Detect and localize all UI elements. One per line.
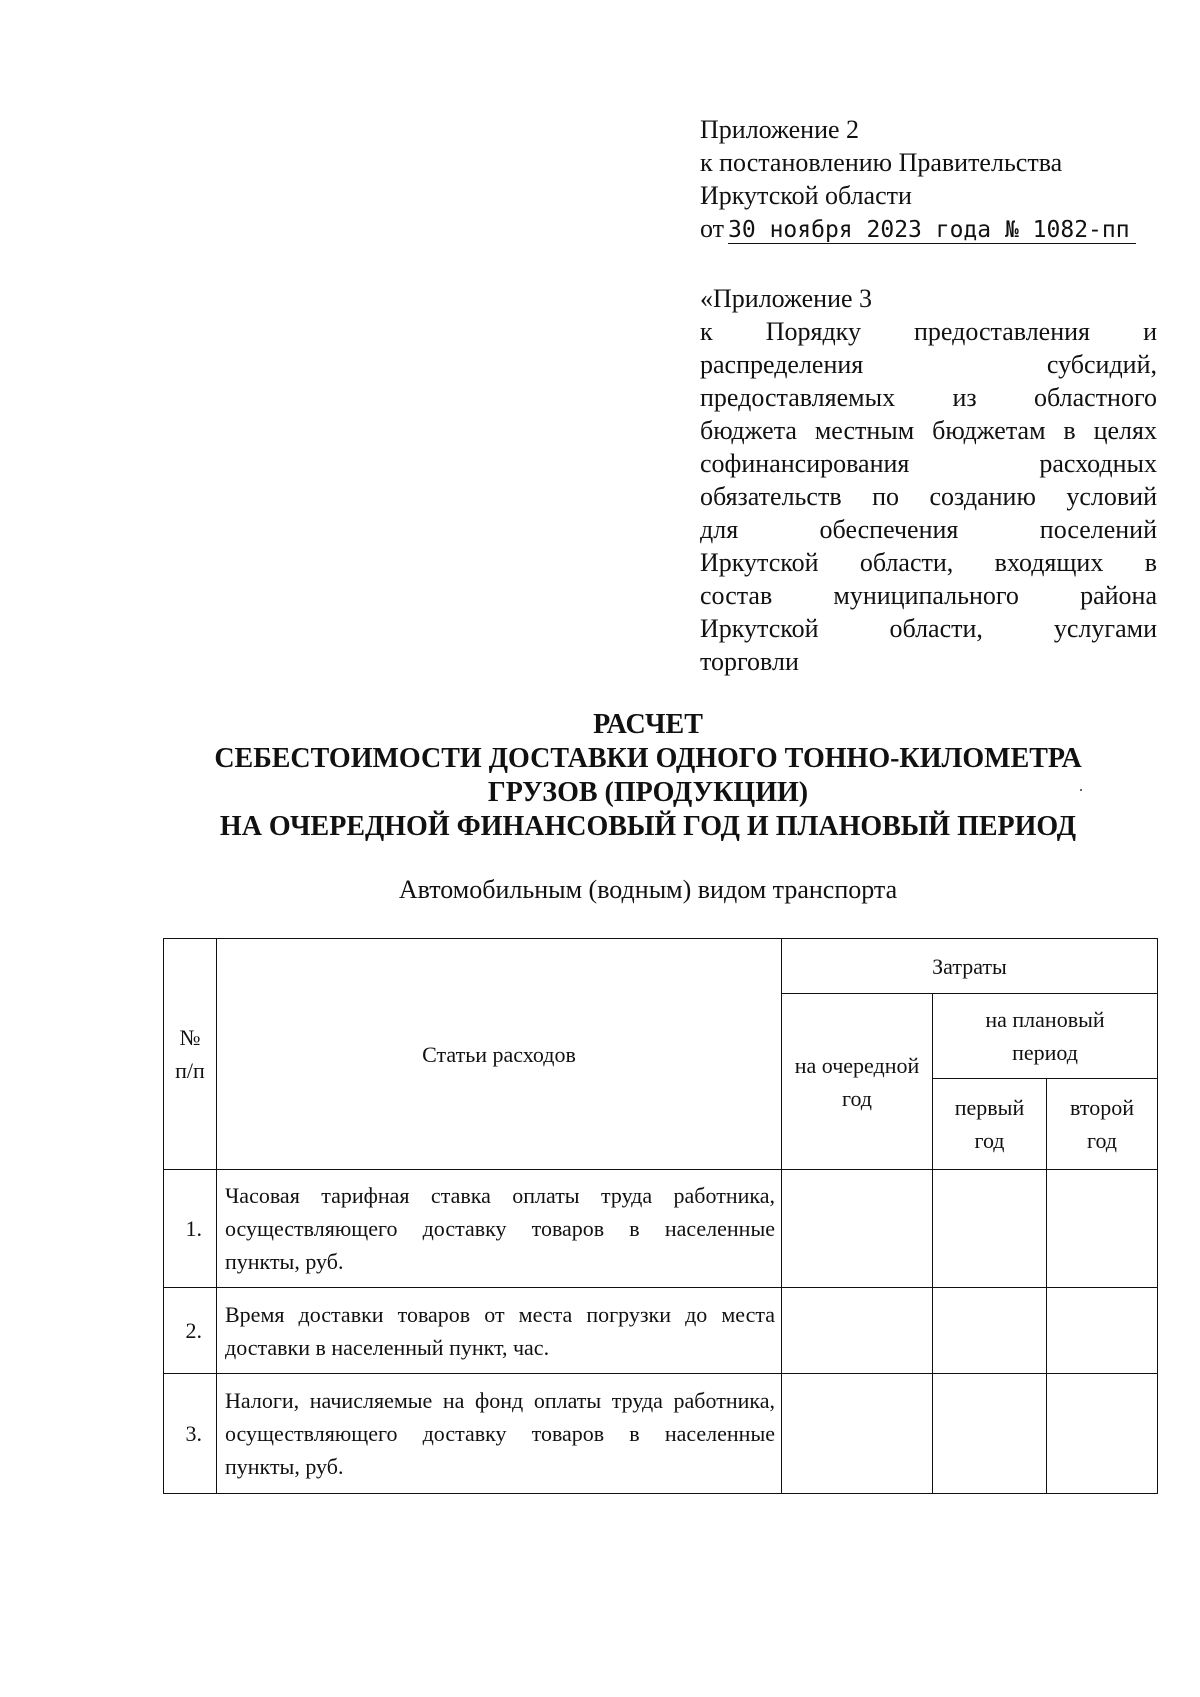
first-year-cell (933, 1288, 1047, 1374)
table-row (164, 1170, 1158, 1288)
appendix-date-line (700, 212, 1160, 245)
title-line: РАСЧЕТ (593, 709, 703, 740)
document-title (150, 708, 1146, 844)
appendix3-header (700, 282, 1157, 678)
table-row (164, 1288, 1158, 1374)
header-second-year: второй год (1047, 1079, 1158, 1170)
next-year-cell (782, 1374, 933, 1494)
title-line: ГРУЗОВ (ПРОДУКЦИИ) (487, 777, 809, 808)
appendix-title: Приложение 2 (700, 115, 860, 144)
document-subtitle: Автомобильным (водным) видом транспорта (398, 875, 898, 904)
expense-item: Налоги, начисляемые на фонд оплаты труда работника, осуществляющего доставку товаров в населенные пункты, руб. (217, 1374, 782, 1494)
appendix3-line: распределения субсидий, (700, 350, 1157, 379)
appendix-line: Иркутской области (700, 181, 912, 210)
appendix3-line: состав муниципального района (700, 581, 1157, 610)
first-year-cell (933, 1170, 1047, 1288)
appendix3-line: торговли (700, 647, 799, 676)
table-row (164, 1374, 1158, 1494)
resolution-date-number: 30 ноября 2023 года № 1082-пп (728, 217, 1136, 244)
expense-item: Время доставки товаров от места погрузки до места доставки в населенный пункт, час. (217, 1288, 782, 1374)
appendix-header (700, 113, 1160, 245)
header-plan-period: на плановый период (933, 994, 1158, 1079)
scan-speck (1080, 789, 1082, 791)
row-number: 1. (164, 1170, 217, 1288)
appendix3-line: для обеспечения поселений (700, 515, 1157, 544)
title-line: СЕБЕСТОИМОСТИ ДОСТАВКИ ОДНОГО ТОННО-КИЛОМЕТРА (214, 743, 1082, 774)
row-number: 2. (164, 1288, 217, 1374)
appendix3-line: предоставляемых из областного (700, 383, 1157, 412)
second-year-cell (1047, 1170, 1158, 1288)
appendix3-line: Иркутской области, входящих в (700, 548, 1157, 577)
appendix3-line: Иркутской области, услугами (700, 614, 1157, 643)
appendix3-line: софинансирования расходных (700, 449, 1157, 478)
header-first-year: первый год (933, 1079, 1047, 1170)
header-expense-items: Статьи расходов (217, 939, 782, 1170)
row-number: 3. (164, 1374, 217, 1494)
expense-item: Часовая тарифная ставка оплаты труда работника, осуществляющего доставку товаров в населенные пункты, руб. (217, 1170, 782, 1288)
appendix3-line: «Приложение 3 (700, 284, 873, 313)
next-year-cell (782, 1288, 933, 1374)
title-line: НА ОЧЕРЕДНОЙ ФИНАНСОВЫЙ ГОД И ПЛАНОВЫЙ ПЕРИОД (219, 811, 1077, 842)
appendix3-line: бюджета местным бюджетам в целях (700, 416, 1157, 445)
appendix3-line: к Порядку предоставления и (700, 317, 1157, 346)
appendix3-line: обязательств по созданию условий (700, 482, 1157, 511)
second-year-cell (1047, 1288, 1158, 1374)
cost-calculation-table (163, 938, 1158, 1494)
header-costs: Затраты (782, 939, 1158, 994)
date-prefix: от (700, 214, 725, 243)
next-year-cell (782, 1170, 933, 1288)
first-year-cell (933, 1374, 1047, 1494)
header-next-year: на очередной год (782, 994, 933, 1170)
second-year-cell (1047, 1374, 1158, 1494)
appendix-line: к постановлению Правительства (700, 148, 1063, 177)
header-row-number: № п/п (164, 939, 217, 1170)
